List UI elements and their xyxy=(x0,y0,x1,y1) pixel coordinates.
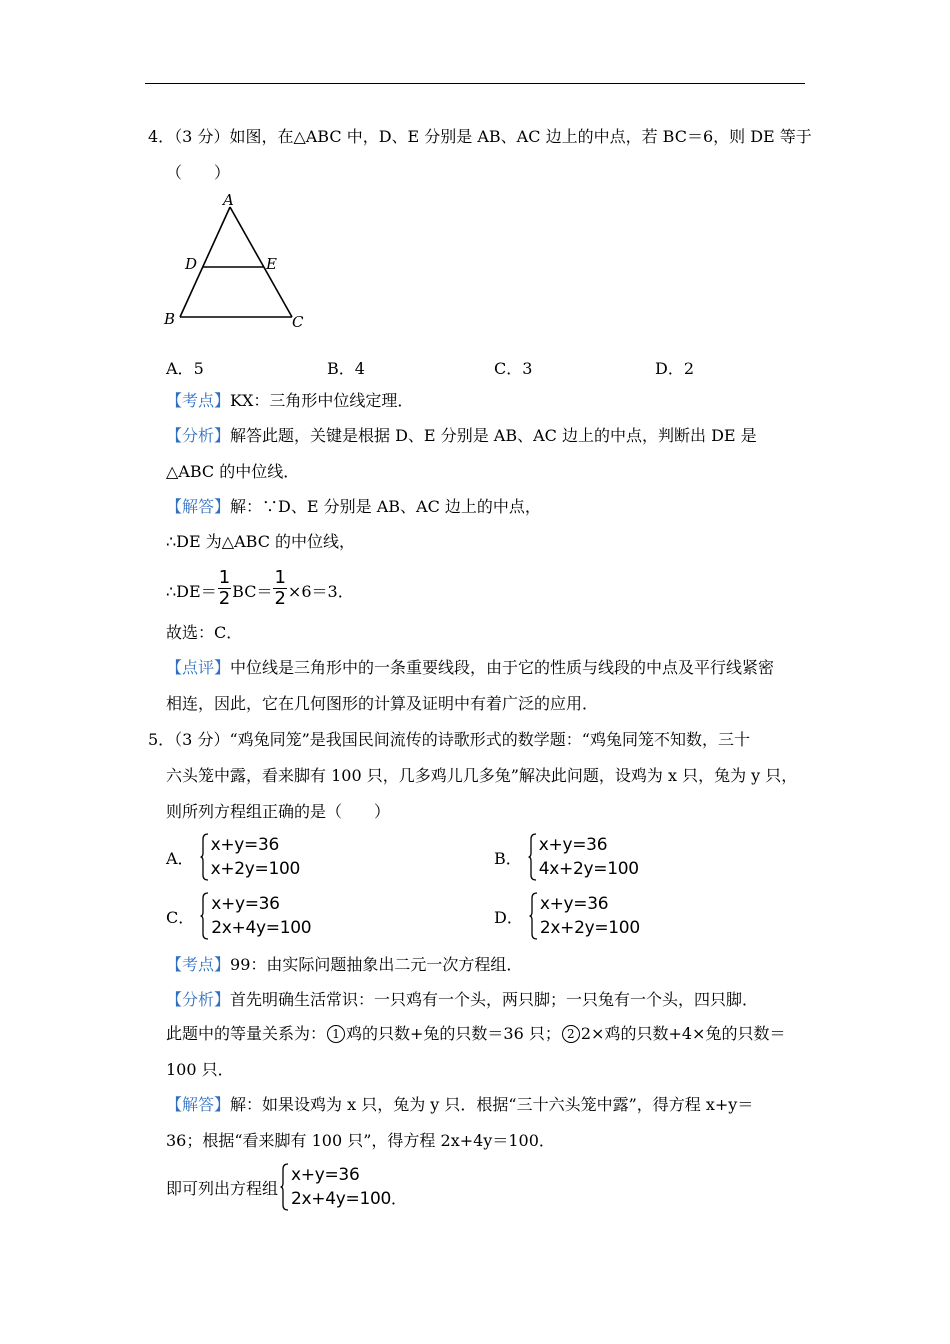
triangle-figure xyxy=(160,186,320,336)
q5-stem-line1: 5．（3 分）“鸡兔同笼”是我国民间流传的诗歌形式的数学题：“鸡兔同笼不知数，三十 xyxy=(148,730,750,749)
q4-option-d: D．2 xyxy=(655,359,695,378)
q5-option-b: B． x+y=36 4x+2y=100 xyxy=(494,835,639,879)
label-e: E xyxy=(266,255,277,273)
label-d: D xyxy=(185,255,198,273)
fraction-half: $\frac{1}{2}$ xyxy=(274,567,286,609)
q4-fenxi: 【分析】解答此题，关键是根据 D、E 分别是 AB、AC 边上的中点，判断出 DE 是 xyxy=(166,426,757,445)
left-brace-icon xyxy=(529,892,538,940)
q4-fenxi-cont: △ABC 的中位线． xyxy=(166,462,300,481)
q4-option-b: B．4 xyxy=(327,359,365,378)
q5-option-c: C． x+y=36 2x+4y=100 xyxy=(166,894,312,938)
q5-stem-line2: 六头笼中露，看来脚有 100 只，几多鸡儿几多兔”解决此问题，设鸡为 x 只，兔为 y 只， xyxy=(166,766,798,785)
fraction-half: $\frac{1}{2}$ xyxy=(218,567,231,609)
q4-option-c: C．3 xyxy=(494,359,533,378)
left-brace-icon xyxy=(200,833,209,881)
q4-kaodian: 【考点】KX：三角形中位线定理． xyxy=(166,391,414,410)
q5-option-d: D． x+y=36 2x+2y=100 xyxy=(494,894,640,938)
q4-jieda: 【解答】解：∵D、E 分别是 AB、AC 边上的中点， xyxy=(166,497,541,516)
q5-fenxi-line3: 100 只． xyxy=(166,1060,234,1079)
q5-final-system: 即可列出方程组 x+y=36 2x+4y=100 ． xyxy=(166,1165,408,1209)
q4-dianping-cont: 相连，因此，它在几何图形的计算及证明中有着广泛的应用． xyxy=(166,694,599,713)
q5-fenxi-line2: 此题中的等量关系为： 1 鸡的只数+兔的只数＝36 只； 2 2×鸡的只数+4×兔的只数＝ xyxy=(166,1024,786,1043)
q5-jieda: 【解答】解：如果设鸡为 x 只，兔为 y 只．根据“三十六头笼中露”，得方程 x+y＝ xyxy=(166,1095,754,1114)
circled-number-2: 2 xyxy=(562,1025,580,1043)
q5-jieda-line2: 36；根据“看来脚有 100 只”，得方程 2x+4y＝100． xyxy=(166,1131,555,1150)
header-rule xyxy=(145,83,805,84)
label-b: B xyxy=(164,310,176,328)
circled-number-1: 1 xyxy=(327,1025,345,1043)
q5-stem-line3: 则所列方程组正确的是（ ） xyxy=(166,802,391,821)
label-a: A xyxy=(223,191,234,209)
q4-dianping: 【点评】中位线是三角形中的一条重要线段，由于它的性质与线段的中点及平行线紧密 xyxy=(166,658,775,677)
q4-choice: 故选：C． xyxy=(166,623,243,642)
left-brace-icon xyxy=(200,892,209,940)
left-brace-icon xyxy=(280,1163,289,1211)
q4-jieda-line2: ∴DE 为△ABC 的中位线， xyxy=(166,532,356,551)
q4-answer-paren: （ ） xyxy=(166,163,231,182)
q4-calc-line: ∴DE＝ $\frac{1}{2}$ BC＝ $\frac{1}{2}$ ×6＝3． xyxy=(166,567,354,609)
q5-option-a: A． x+y=36 x+2y=100 xyxy=(166,835,301,879)
q4-option-a: A．5 xyxy=(166,359,204,378)
q4-stem: 4．（3 分）如图，在△ABC 中，D、E 分别是 AB、AC 边上的中点，若 BC＝6，则 DE 等于 xyxy=(148,127,812,146)
q5-fenxi: 【分析】首先明确生活常识：一只鸡有一个头，两只脚；一只兔有一个头，四只脚． xyxy=(166,990,759,1009)
left-brace-icon xyxy=(528,833,537,881)
label-c: C xyxy=(292,313,304,331)
side-ac xyxy=(230,207,292,317)
q5-kaodian: 【考点】99：由实际问题抽象出二元一次方程组． xyxy=(166,955,523,974)
